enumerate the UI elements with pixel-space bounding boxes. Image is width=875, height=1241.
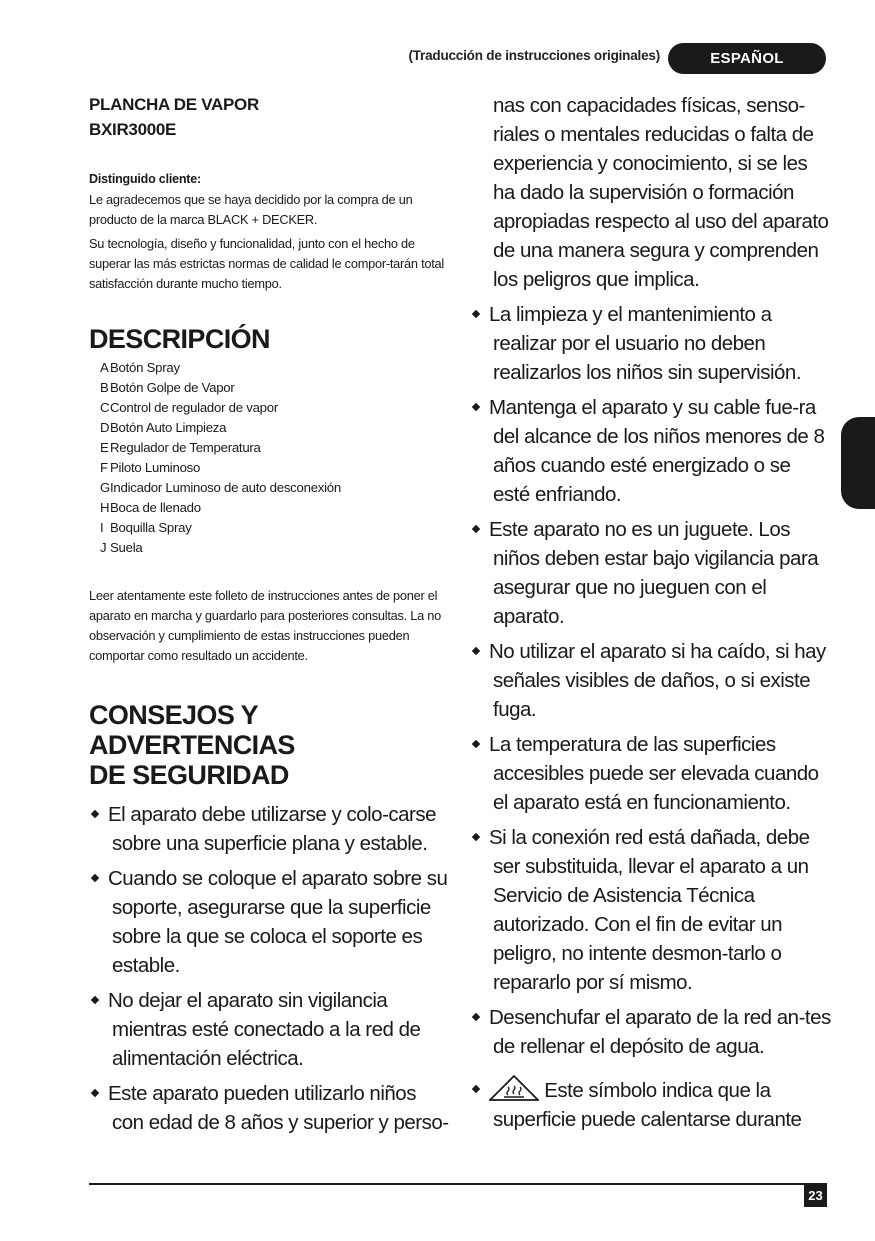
list-item [100,538,449,558]
intro-paragraph-2: Su tecnología, diseño y funcionalidad, junto con el hecho de superar las más estrictas normas de calidad le compor-tarán total satisfacción durante mucho tiempo. [89,236,445,291]
item-letter: G [100,480,111,495]
bullet-text: Cuando se coloque el aparato sobre su soporte, asegurarse que la superficie sobre la que se coloca el soporte es estable. [108,867,448,977]
list-item [470,730,832,817]
diamond-bullet-icon [472,403,480,411]
list-item [470,393,832,509]
greeting: Distinguido cliente: [89,172,201,186]
safety-heading-line-2: DE SEGURIDAD [89,760,289,790]
diamond-bullet-icon [91,874,99,882]
safety-heading [89,700,449,790]
list-item [470,300,832,387]
list-item [100,418,449,438]
bullet-text: Mantenga el aparato y su cable fue-ra del alcance de los niños menores de 8 años cuando esté energizado o se esté enfriando. [489,396,825,506]
item-letter: H [100,500,110,515]
left-column [89,92,449,1143]
list-item [470,515,832,631]
item-label: Regulador de Temperatura [110,440,261,455]
bullet-text: No utilizar el aparato si ha caído, si hay señales visibles de daños, o si existe fuga. [489,640,826,721]
list-item [89,1079,449,1137]
diamond-bullet-icon [472,1085,480,1093]
item-label: Suela [110,540,143,555]
safety-bullets-left [89,800,449,1137]
item-label: Indicador Luminoso de auto desconexión [110,480,341,495]
bullet-text [493,1075,832,1134]
footer-rule [89,1183,827,1185]
item-label: Boca de llenado [110,500,201,515]
diamond-bullet-icon [91,996,99,1004]
item-label: Boquilla Spray [110,520,192,535]
item-letter: A [100,360,109,375]
item-letter: E [100,440,109,455]
diamond-bullet-icon [91,810,99,818]
page-number: 23 [804,1185,827,1207]
list-item [470,823,832,997]
list-item [100,378,449,398]
list-item [470,637,832,724]
list-item [100,518,449,538]
continued-bullet-text: nas con capacidades físicas, senso-riales o mentales reducidas o falta de experiencia y conocimiento, si se les ha dado la supervisión o formación apropiadas respecto al uso del aparato de una manera segura y comprenden los peligros que implica. [493,94,829,291]
item-letter: J [100,540,107,555]
diamond-bullet-icon [472,1013,480,1021]
list-item [89,864,449,980]
list-item [100,438,449,458]
right-column [470,91,832,1140]
item-letter: D [100,420,110,435]
bullet-text: La limpieza y el mantenimiento a realizar por el usuario no deben realizarlos los niños sin supervisión. [489,303,802,384]
bullet-text: No dejar el aparato sin vigilancia mientras esté conectado a la red de alimentación eléctrica. [108,989,421,1070]
product-title [89,92,449,142]
symbol-bullet-text: Este símbolo indica que la superficie puede calentarse durante [493,1079,802,1131]
diamond-bullet-icon [472,833,480,841]
list-item [470,1075,832,1134]
item-letter: F [100,460,108,475]
product-model: BXIR3000E [89,120,177,139]
diamond-bullet-icon [472,525,480,533]
bullet-text: Desenchufar el aparato de la red an-tes de rellenar el depósito de agua. [489,1006,831,1058]
hot-surface-warning-icon [489,1075,539,1101]
read-instructions-warning: Leer atentamente este folleto de instrucciones antes de poner el aparato en marcha y guardarlo para posteriores consultas. La no observación y cumplimiento de estas instrucciones pueden comportar como resultado un accidente. [89,588,442,663]
list-item [89,800,449,858]
item-letter: C [100,400,110,415]
diamond-bullet-icon [91,1089,99,1097]
item-label: Piloto Luminoso [110,460,201,475]
item-label: Control de regulador de vapor [110,400,278,415]
list-item [100,458,449,478]
description-list [100,358,449,558]
list-item [100,398,449,418]
section-side-tab [841,417,875,509]
item-letter: B [100,380,109,395]
bullet-text: Si la conexión red está dañada, debe ser substituida, llevar el aparato a un Servicio de Asistencia Técnica autorizado. Con el fin de evitar un peligro, no intente desmon-tarlo o repararlo por sí mismo. [489,826,810,994]
item-label: Botón Golpe de Vapor [110,380,235,395]
language-badge: ESPAÑOL [668,43,826,74]
product-name: PLANCHA DE VAPOR [89,95,259,114]
safety-heading-line-1: CONSEJOS Y ADVERTENCIAS [89,700,295,760]
description-heading: DESCRIPCIÓN [89,324,270,354]
list-item [100,478,449,498]
bullet-text: La temperatura de las superficies accesibles puede ser elevada cuando el aparato está en funcionamiento. [489,733,819,814]
item-letter: I [100,520,104,535]
bullet-text: Este aparato no es un juguete. Los niños deben estar bajo vigilancia para asegurar que no jueguen con el aparato. [489,518,819,628]
bullet-text: Este aparato pueden utilizarlo niños con edad de 8 años y superior y perso- [108,1082,449,1134]
list-item [89,986,449,1073]
item-label: Botón Spray [110,360,180,375]
item-label: Botón Auto Limpieza [110,420,227,435]
intro-paragraph-1: Le agradecemos que se haya decidido por la compra de un producto de la marca BLACK + DECKER. [89,192,413,227]
list-item [470,1003,832,1061]
translation-note: (Traducción de instrucciones originales) [408,48,660,63]
list-item [100,358,449,378]
list-item [100,498,449,518]
diamond-bullet-icon [472,647,480,655]
safety-bullets-right [470,300,832,1134]
bullet-text: El aparato debe utilizarse y colo-carse sobre una superficie plana y estable. [108,803,437,855]
diamond-bullet-icon [472,310,480,318]
diamond-bullet-icon [472,740,480,748]
